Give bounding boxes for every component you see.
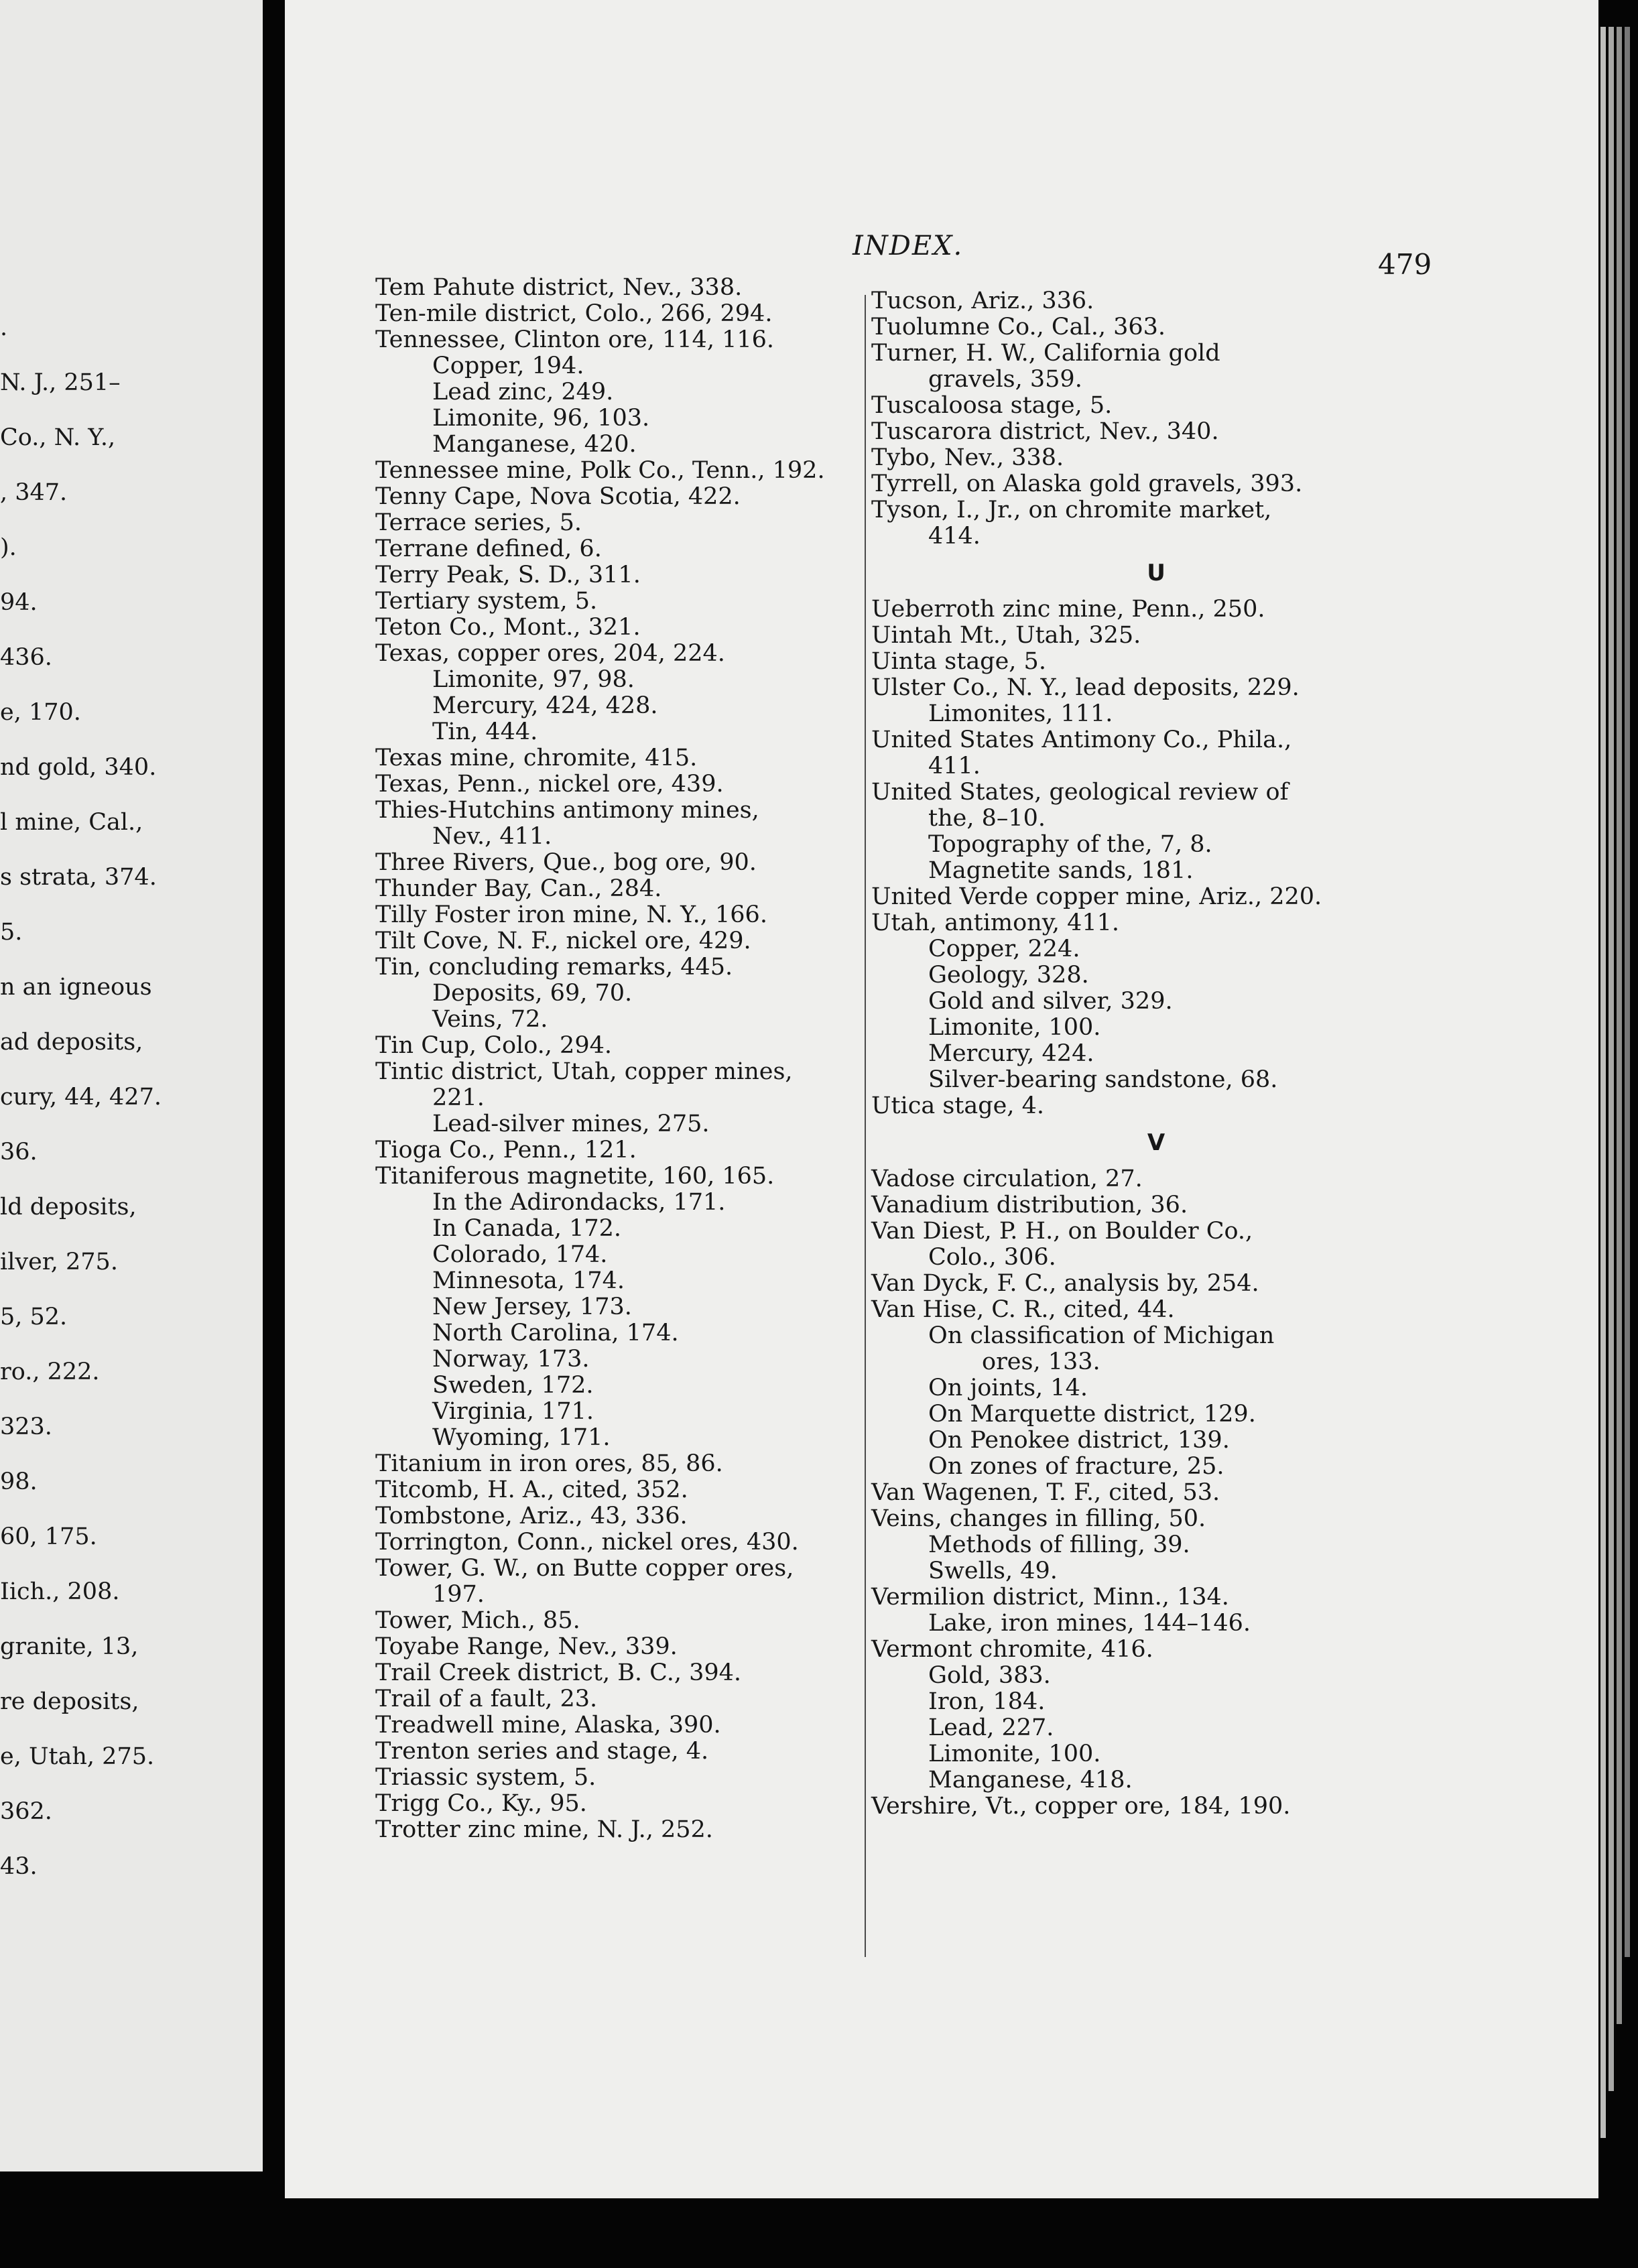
- facing-page-fragment: 36.: [0, 1139, 38, 1166]
- facing-page-fragment: ld deposits,: [0, 1194, 137, 1220]
- index-subentry: In Canada, 172.: [432, 1215, 621, 1242]
- index-entry: Turner, H. W., California gold: [871, 340, 1220, 367]
- index-entry: Van Dyck, F. C., analysis by, 254.: [871, 1270, 1259, 1297]
- facing-page: [0, 0, 263, 2171]
- index-subentry: Methods of filling, 39.: [928, 1531, 1190, 1558]
- page-edge: [1609, 27, 1614, 2091]
- index-subentry: Colorado, 174.: [432, 1241, 608, 1268]
- running-header: INDEX.: [853, 231, 964, 261]
- index-entry: Texas, Penn., nickel ore, 439.: [375, 771, 724, 798]
- index-subentry: Virginia, 171.: [432, 1398, 594, 1425]
- facing-page-fragment: 60, 175.: [0, 1523, 97, 1550]
- section-letter: U: [1147, 560, 1166, 586]
- index-entry: Titaniferous magnetite, 160, 165.: [375, 1163, 775, 1190]
- facing-page-fragment: n an igneous: [0, 974, 152, 1001]
- index-entry: Tennessee, Clinton ore, 114, 116.: [375, 326, 774, 353]
- index-subentry: 414.: [928, 523, 981, 550]
- index-subentry: Lake, iron mines, 144–146.: [928, 1610, 1251, 1637]
- index-entry: Tilt Cove, N. F., nickel ore, 429.: [375, 928, 751, 954]
- section-letter: V: [1147, 1129, 1166, 1156]
- index-subentry: Colo., 306.: [928, 1244, 1056, 1271]
- page-edge: [1617, 27, 1622, 2024]
- index-subentry: Gold and silver, 329.: [928, 988, 1173, 1015]
- index-subentry: gravels, 359.: [928, 366, 1082, 393]
- index-subentry: Norway, 173.: [432, 1346, 590, 1373]
- index-entry: Utica stage, 4.: [871, 1092, 1045, 1119]
- facing-page-fragment: , 347.: [0, 479, 68, 506]
- facing-page-fragment: .: [0, 314, 8, 341]
- index-entry: Van Wagenen, T. F., cited, 53.: [871, 1479, 1220, 1506]
- index-entry: Tybo, Nev., 338.: [871, 444, 1064, 471]
- index-subentry: Gold, 383.: [928, 1662, 1051, 1689]
- index-subentry: On classification of Michigan: [928, 1322, 1275, 1349]
- index-subentry: Limonite, 100.: [928, 1741, 1101, 1767]
- index-entry: Tyrrell, on Alaska gold gravels, 393.: [871, 470, 1303, 497]
- index-column-right: [871, 288, 1441, 1820]
- index-subentry: Limonite, 96, 103.: [432, 405, 650, 432]
- facing-page-fragment: granite, 13,: [0, 1633, 139, 1660]
- index-subentry: Copper, 224.: [928, 936, 1080, 962]
- facing-page-fragment: 5.: [0, 919, 23, 946]
- index-entry: Veins, changes in filling, 50.: [871, 1505, 1206, 1532]
- facing-page-fragment: N. J., 251–: [0, 369, 121, 396]
- index-entry: Ten-mile district, Colo., 266, 294.: [375, 300, 773, 327]
- index-entry: United States, geological review of: [871, 779, 1289, 806]
- index-entry: Tombstone, Ariz., 43, 336.: [375, 1503, 688, 1529]
- facing-page-fragment: 323.: [0, 1413, 52, 1440]
- index-column-left: [375, 275, 885, 1843]
- index-subentry: Swells, 49.: [928, 1558, 1058, 1584]
- index-subentry: Manganese, 418.: [928, 1767, 1133, 1793]
- facing-page-fragment: ).: [0, 534, 17, 561]
- index-subentry: Mercury, 424, 428.: [432, 692, 658, 719]
- index-entry: Trenton series and stage, 4.: [375, 1738, 709, 1765]
- index-entry: Vanadium distribution, 36.: [871, 1192, 1188, 1218]
- index-entry: Tintic district, Utah, copper mines,: [375, 1058, 793, 1085]
- index-entry: Teton Co., Mont., 321.: [375, 614, 641, 641]
- index-entry: Tin, concluding remarks, 445.: [375, 954, 733, 981]
- index-entry: Tuscaloosa stage, 5.: [871, 392, 1113, 419]
- facing-page-fragment: l mine, Cal.,: [0, 809, 143, 836]
- index-subentry: On joints, 14.: [928, 1375, 1088, 1401]
- index-entry: Tyson, I., Jr., on chromite market,: [871, 497, 1272, 523]
- index-subentry: 197.: [432, 1581, 485, 1608]
- index-entry: Texas, copper ores, 204, 224.: [375, 640, 725, 667]
- index-entry: Toyabe Range, Nev., 339.: [375, 1633, 678, 1660]
- index-entry: Van Hise, C. R., cited, 44.: [871, 1296, 1175, 1323]
- facing-page-fragment: 5, 52.: [0, 1304, 68, 1330]
- page-number: 479: [1378, 248, 1432, 281]
- index-entry: United Verde copper mine, Ariz., 220.: [871, 883, 1322, 910]
- facing-page-fragment: Iich., 208.: [0, 1578, 120, 1605]
- index-entry: Tertiary system, 5.: [375, 588, 598, 615]
- index-entry: Texas mine, chromite, 415.: [375, 745, 698, 771]
- index-subentry: Geology, 328.: [928, 962, 1089, 989]
- index-entry: Ulster Co., N. Y., lead deposits, 229.: [871, 674, 1300, 701]
- index-entry: Utah, antimony, 411.: [871, 909, 1119, 936]
- index-entry: Tower, Mich., 85.: [375, 1607, 580, 1634]
- index-entry: Vermilion district, Minn., 134.: [871, 1584, 1229, 1611]
- facing-page-fragment: re deposits,: [0, 1688, 139, 1715]
- index-subentry: Iron, 184.: [928, 1688, 1046, 1715]
- facing-page-fragment: ro., 222.: [0, 1359, 100, 1385]
- index-subentry: Topography of the, 7, 8.: [928, 831, 1212, 858]
- facing-page-fragment: 98.: [0, 1468, 38, 1495]
- index-subentry: Veins, 72.: [432, 1006, 548, 1033]
- index-subentry: Sweden, 172.: [432, 1372, 594, 1399]
- index-subentry: Magnetite sands, 181.: [928, 857, 1194, 884]
- index-subentry: Lead, 227.: [928, 1714, 1054, 1741]
- index-entry: Terry Peak, S. D., 311.: [375, 562, 641, 588]
- index-entry: Trail of a fault, 23.: [375, 1686, 598, 1712]
- facing-page-fragment: nd gold, 340.: [0, 754, 157, 781]
- index-subentry: In the Adirondacks, 171.: [432, 1189, 726, 1216]
- facing-page-fragment: cury, 44, 427.: [0, 1084, 162, 1111]
- index-subentry: North Carolina, 174.: [432, 1320, 679, 1346]
- index-entry: Tin Cup, Colo., 294.: [375, 1032, 612, 1059]
- page-edge: [1600, 27, 1606, 2138]
- index-entry: Tem Pahute district, Nev., 338.: [375, 274, 743, 301]
- facing-page-fragment: ad deposits,: [0, 1029, 143, 1056]
- page-edge: [1625, 27, 1630, 1957]
- index-entry: Vershire, Vt., copper ore, 184, 190.: [871, 1793, 1291, 1820]
- index-subentry: On Penokee district, 139.: [928, 1427, 1230, 1454]
- facing-page-fragment: 362.: [0, 1798, 52, 1825]
- index-entry: Tenny Cape, Nova Scotia, 422.: [375, 483, 741, 510]
- index-entry: Tuscarora district, Nev., 340.: [871, 418, 1219, 445]
- index-subentry: Deposits, 69, 70.: [432, 980, 633, 1007]
- index-entry: Uinta stage, 5.: [871, 648, 1046, 675]
- index-subentry: the, 8–10.: [928, 805, 1046, 832]
- index-subentry: Nev., 411.: [432, 823, 552, 850]
- index-entry: Tennessee mine, Polk Co., Tenn., 192.: [375, 457, 825, 484]
- index-subentry: On Marquette district, 129.: [928, 1401, 1256, 1428]
- index-subentry: Tin, 444.: [432, 718, 538, 745]
- index-entry: Three Rivers, Que., bog ore, 90.: [375, 849, 757, 876]
- index-entry: Thies-Hutchins antimony mines,: [375, 797, 759, 824]
- index-entry: Titanium in iron ores, 85, 86.: [375, 1450, 723, 1477]
- index-subentry: Manganese, 420.: [432, 431, 637, 458]
- facing-page-fragment: 436.: [0, 644, 52, 671]
- facing-page-fragment: e, Utah, 275.: [0, 1743, 155, 1770]
- index-entry: Terrace series, 5.: [375, 509, 582, 536]
- index-entry: Tuolumne Co., Cal., 363.: [871, 314, 1166, 340]
- index-entry: Terrane defined, 6.: [375, 536, 602, 562]
- facing-page-fragment: 94.: [0, 589, 38, 616]
- index-entry: Thunder Bay, Can., 284.: [375, 875, 662, 902]
- index-subentry: On zones of fracture, 25.: [928, 1453, 1224, 1480]
- facing-page-fragment: Co., N. Y.,: [0, 424, 116, 451]
- index-entry: Uintah Mt., Utah, 325.: [871, 622, 1141, 649]
- index-entry: Titcomb, H. A., cited, 352.: [375, 1476, 688, 1503]
- index-entry: Triassic system, 5.: [375, 1764, 596, 1791]
- index-subentry: Mercury, 424.: [928, 1040, 1094, 1067]
- index-subentry: Lead zinc, 249.: [432, 379, 614, 405]
- facing-page-fragment: s strata, 374.: [0, 864, 157, 891]
- index-entry: Van Diest, P. H., on Boulder Co.,: [871, 1218, 1253, 1245]
- index-subentry: Copper, 194.: [432, 353, 584, 379]
- index-subentry: 221.: [432, 1084, 485, 1111]
- index-subentry: Minnesota, 174.: [432, 1267, 625, 1294]
- index-entry: Ueberroth zinc mine, Penn., 250.: [871, 596, 1265, 623]
- index-entry: Vadose circulation, 27.: [871, 1166, 1143, 1192]
- facing-page-fragment: ilver, 275.: [0, 1249, 118, 1275]
- index-subentry: 411.: [928, 753, 981, 779]
- index-subentry: ores, 133.: [982, 1348, 1100, 1375]
- index-entry: Tucson, Ariz., 336.: [871, 288, 1094, 314]
- facing-page-fragment: e, 170.: [0, 699, 81, 726]
- index-entry: Tioga Co., Penn., 121.: [375, 1137, 637, 1163]
- index-entry: Trotter zinc mine, N. J., 252.: [375, 1816, 713, 1843]
- index-entry: Trigg Co., Ky., 95.: [375, 1790, 587, 1817]
- index-subentry: Limonite, 97, 98.: [432, 666, 635, 693]
- index-entry: Treadwell mine, Alaska, 390.: [375, 1712, 721, 1739]
- column-rule: [865, 295, 866, 1957]
- index-entry: Tilly Foster iron mine, N. Y., 166.: [375, 901, 767, 928]
- index-entry: Trail Creek district, B. C., 394.: [375, 1659, 742, 1686]
- index-subentry: Wyoming, 171.: [432, 1424, 611, 1451]
- index-subentry: Limonites, 111.: [928, 700, 1113, 727]
- index-subentry: Limonite, 100.: [928, 1014, 1101, 1041]
- index-subentry: Lead-silver mines, 275.: [432, 1111, 710, 1137]
- index-entry: United States Antimony Co., Phila.,: [871, 727, 1292, 753]
- facing-page-fragments: [0, 315, 168, 1909]
- index-subentry: New Jersey, 173.: [432, 1294, 632, 1320]
- index-subentry: Silver-bearing sandstone, 68.: [928, 1066, 1278, 1093]
- index-entry: Torrington, Conn., nickel ores, 430.: [375, 1529, 799, 1556]
- index-entry: Tower, G. W., on Butte copper ores,: [375, 1555, 794, 1582]
- facing-page-fragment: 43.: [0, 1853, 38, 1880]
- index-entry: Vermont chromite, 416.: [871, 1636, 1153, 1663]
